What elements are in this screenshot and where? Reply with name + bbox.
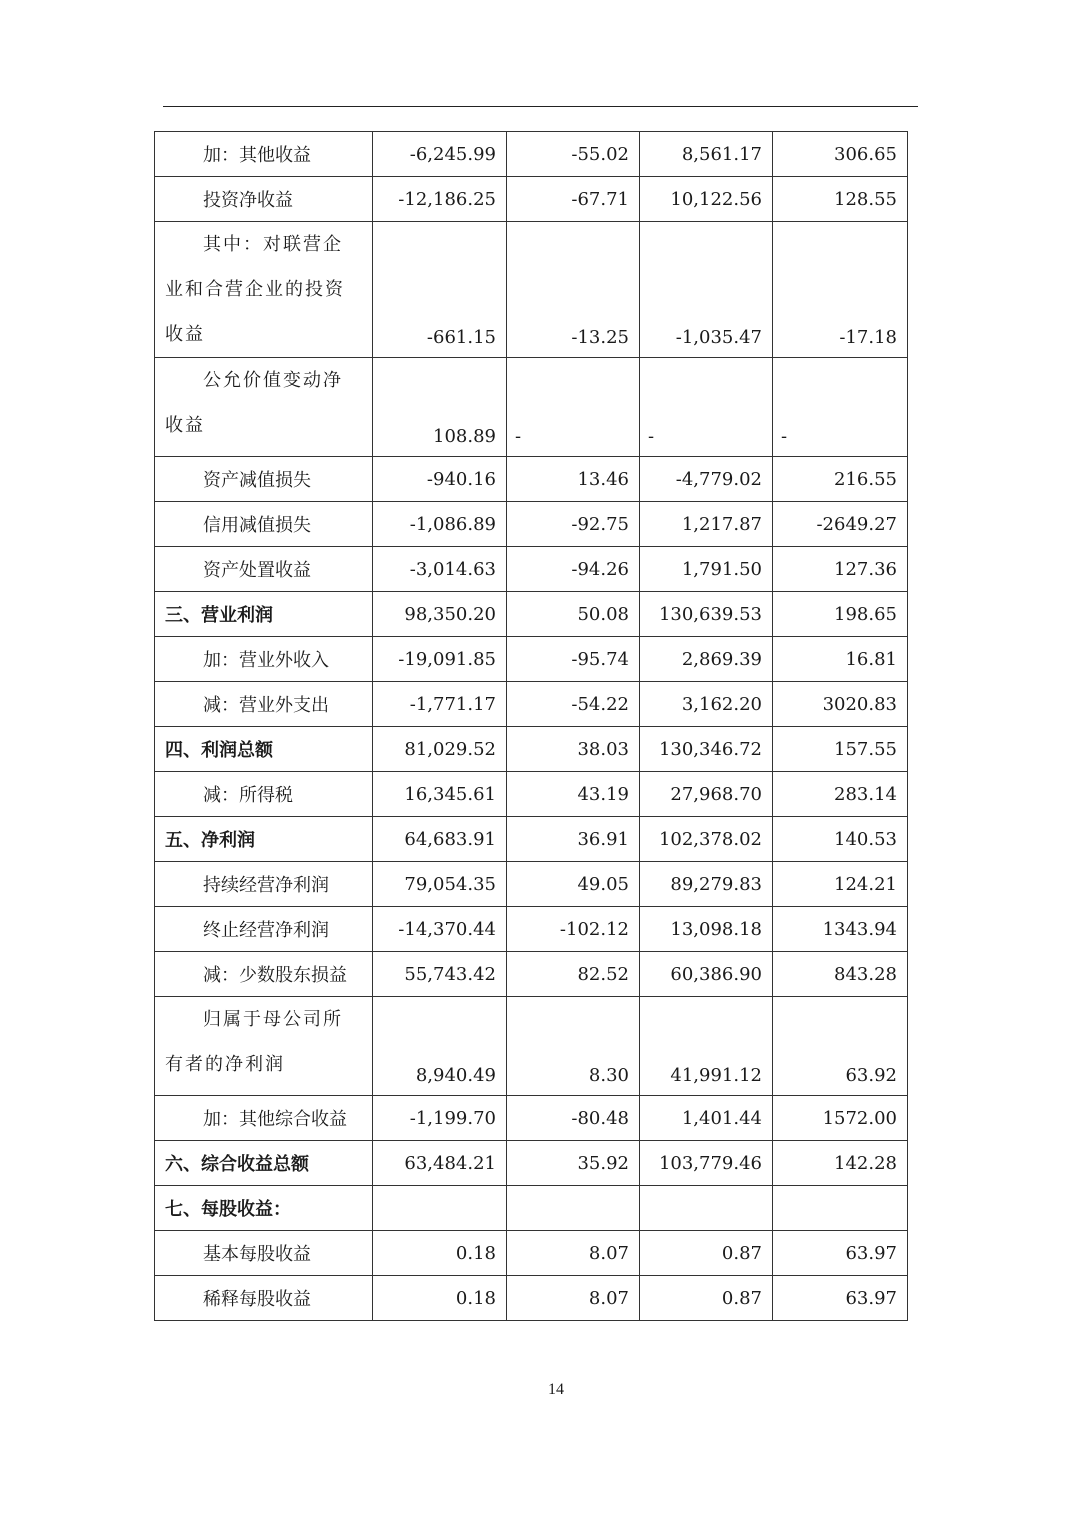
- value-cell-col-5: 127.36: [773, 547, 908, 592]
- value-cell-col-2: -6,245.99: [373, 132, 507, 177]
- value-cell-col-5: 140.53: [773, 817, 908, 862]
- row-label-cell: [155, 177, 373, 222]
- row-label: 终止经营净利润: [203, 920, 329, 941]
- value-cell-col-2: 0.18: [373, 1276, 507, 1321]
- value-cell-col-2: 63,484.21: [373, 1141, 507, 1186]
- value-cell-col-4: 13,098.18: [640, 907, 773, 952]
- table-row: [155, 457, 908, 502]
- value-cell-col-2: -14,370.44: [373, 907, 507, 952]
- value-cell-col-4: 60,386.90: [640, 952, 773, 997]
- table-row: [155, 1186, 908, 1231]
- value-cell-col-5: 124.21: [773, 862, 908, 907]
- value-cell-col-5: 283.14: [773, 772, 908, 817]
- value-cell-col-5: 198.65: [773, 592, 908, 637]
- value-cell-col-4: 89,279.83: [640, 862, 773, 907]
- value-cell-col-5: 142.28: [773, 1141, 908, 1186]
- value-cell-col-4: 0.87: [640, 1231, 773, 1276]
- value-cell-col-3: -13.25: [507, 222, 640, 358]
- value-cell-col-5: 3020.83: [773, 682, 908, 727]
- row-label: 减：少数股东损益: [203, 965, 347, 986]
- value-cell-col-4: 103,779.46: [640, 1141, 773, 1186]
- income-statement-table: [154, 131, 908, 1321]
- table-row: [155, 997, 908, 1096]
- table-body: [155, 132, 908, 1321]
- value-cell-col-4: 1,401.44: [640, 1096, 773, 1141]
- row-label: 三、营业利润: [165, 605, 273, 626]
- row-label-cell: [155, 222, 373, 358]
- table-row: [155, 727, 908, 772]
- value-cell-col-5: 843.28: [773, 952, 908, 997]
- value-cell-col-2: 98,350.20: [373, 592, 507, 637]
- row-label-cell: [155, 1096, 373, 1141]
- header-rule: [163, 106, 918, 107]
- row-label-cell: [155, 727, 373, 772]
- value-cell-col-4: 0.87: [640, 1276, 773, 1321]
- value-cell-col-2: -3,014.63: [373, 547, 507, 592]
- value-cell-col-2: 0.18: [373, 1231, 507, 1276]
- value-cell-col-3: -95.74: [507, 637, 640, 682]
- value-cell-col-4: 8,561.17: [640, 132, 773, 177]
- row-label-cell: [155, 772, 373, 817]
- table-row: [155, 817, 908, 862]
- value-cell-col-3: -80.48: [507, 1096, 640, 1141]
- value-cell-col-4: 2,869.39: [640, 637, 773, 682]
- table-row: [155, 772, 908, 817]
- value-cell-col-2: -19,091.85: [373, 637, 507, 682]
- row-label: 加：营业外收入: [203, 650, 329, 671]
- row-label-cell: [155, 997, 373, 1096]
- table-row: [155, 1231, 908, 1276]
- row-label: 信用减值损失: [203, 515, 311, 536]
- table-row: [155, 502, 908, 547]
- value-cell-col-3: -54.22: [507, 682, 640, 727]
- row-label: 公允价值变动净收益: [165, 370, 343, 436]
- row-label: 减：营业外支出: [203, 695, 329, 716]
- value-cell-col-2: -1,086.89: [373, 502, 507, 547]
- page-number: 14: [548, 1381, 564, 1398]
- value-cell-col-3: 8.07: [507, 1276, 640, 1321]
- table-row: [155, 862, 908, 907]
- value-cell-col-2: 8,940.49: [373, 997, 507, 1096]
- row-label-cell: [155, 862, 373, 907]
- row-label-cell: [155, 592, 373, 637]
- value-cell-col-5: 1572.00: [773, 1096, 908, 1141]
- value-cell-col-5: 63.97: [773, 1276, 908, 1321]
- value-cell-col-2: 79,054.35: [373, 862, 507, 907]
- value-cell-col-3: 13.46: [507, 457, 640, 502]
- row-label-cell: [155, 907, 373, 952]
- value-cell-col-3: 49.05: [507, 862, 640, 907]
- value-cell-col-2: 108.89: [373, 358, 507, 457]
- row-label: 七、每股收益：: [165, 1199, 291, 1220]
- row-label-cell: [155, 952, 373, 997]
- row-label-cell: [155, 358, 373, 457]
- row-label: 加：其他综合收益: [203, 1109, 347, 1130]
- value-cell-col-5: 128.55: [773, 177, 908, 222]
- value-cell-col-5: -2649.27: [773, 502, 908, 547]
- value-cell-col-2: [373, 1186, 507, 1231]
- value-cell-col-5: 216.55: [773, 457, 908, 502]
- table-row: [155, 592, 908, 637]
- row-label: 资产减值损失: [203, 470, 311, 491]
- row-label: 六、综合收益总额: [165, 1154, 309, 1175]
- row-label: 其中：对联营企业和合营企业的投资收益: [165, 234, 345, 345]
- value-cell-col-3: -102.12: [507, 907, 640, 952]
- value-cell-col-2: -661.15: [373, 222, 507, 358]
- value-cell-col-3: -94.26: [507, 547, 640, 592]
- row-label: 资产处置收益: [203, 560, 311, 581]
- value-cell-col-3: 8.30: [507, 997, 640, 1096]
- value-cell-col-5: 1343.94: [773, 907, 908, 952]
- value-cell-col-3: [507, 1186, 640, 1231]
- table-row: [155, 1141, 908, 1186]
- row-label: 基本每股收益: [203, 1244, 311, 1265]
- value-cell-col-2: -1,771.17: [373, 682, 507, 727]
- table-row: [155, 177, 908, 222]
- value-cell-col-4: 1,791.50: [640, 547, 773, 592]
- value-cell-col-3: 36.91: [507, 817, 640, 862]
- row-label-cell: [155, 817, 373, 862]
- table-row: [155, 682, 908, 727]
- value-cell-col-2: 64,683.91: [373, 817, 507, 862]
- row-label-cell: [155, 457, 373, 502]
- row-label: 减：所得税: [203, 785, 293, 806]
- row-label: 投资净收益: [203, 190, 293, 211]
- value-cell-col-5: -17.18: [773, 222, 908, 358]
- row-label-cell: [155, 1186, 373, 1231]
- row-label-cell: [155, 502, 373, 547]
- row-label-cell: [155, 1276, 373, 1321]
- table-row: [155, 1276, 908, 1321]
- row-label: 加：其他收益: [203, 145, 311, 166]
- value-cell-col-2: 16,345.61: [373, 772, 507, 817]
- value-cell-col-4: 130,639.53: [640, 592, 773, 637]
- row-label-cell: [155, 132, 373, 177]
- value-cell-col-4: 27,968.70: [640, 772, 773, 817]
- value-cell-col-3: 50.08: [507, 592, 640, 637]
- value-cell-col-4: -4,779.02: [640, 457, 773, 502]
- table-row: [155, 907, 908, 952]
- table-row: [155, 132, 908, 177]
- value-cell-col-4: 102,378.02: [640, 817, 773, 862]
- row-label: 四、利润总额: [165, 740, 273, 761]
- value-cell-col-2: -1,199.70: [373, 1096, 507, 1141]
- value-cell-col-3: -92.75: [507, 502, 640, 547]
- value-cell-col-3: 8.07: [507, 1231, 640, 1276]
- value-cell-col-4: 3,162.20: [640, 682, 773, 727]
- row-label: 五、净利润: [165, 830, 255, 851]
- value-cell-col-3: 43.19: [507, 772, 640, 817]
- row-label-cell: [155, 1231, 373, 1276]
- value-cell-col-5: 306.65: [773, 132, 908, 177]
- value-cell-col-3: -55.02: [507, 132, 640, 177]
- value-cell-col-3: -: [507, 358, 640, 457]
- value-cell-col-5: 63.97: [773, 1231, 908, 1276]
- value-cell-col-3: 38.03: [507, 727, 640, 772]
- value-cell-col-2: -940.16: [373, 457, 507, 502]
- row-label: 归属于母公司所有者的净利润: [165, 1009, 343, 1075]
- value-cell-col-2: -12,186.25: [373, 177, 507, 222]
- value-cell-col-4: 41,991.12: [640, 997, 773, 1096]
- value-cell-col-5: 16.81: [773, 637, 908, 682]
- table-row: [155, 952, 908, 997]
- value-cell-col-2: 81,029.52: [373, 727, 507, 772]
- table-row: [155, 358, 908, 457]
- value-cell-col-3: 35.92: [507, 1141, 640, 1186]
- value-cell-col-2: 55,743.42: [373, 952, 507, 997]
- row-label-cell: [155, 547, 373, 592]
- value-cell-col-3: 82.52: [507, 952, 640, 997]
- table-row: [155, 222, 908, 358]
- table-row: [155, 547, 908, 592]
- value-cell-col-5: 63.92: [773, 997, 908, 1096]
- value-cell-col-3: -67.71: [507, 177, 640, 222]
- row-label-cell: [155, 1141, 373, 1186]
- value-cell-col-4: 130,346.72: [640, 727, 773, 772]
- value-cell-col-5: 157.55: [773, 727, 908, 772]
- value-cell-col-4: 10,122.56: [640, 177, 773, 222]
- row-label-cell: [155, 682, 373, 727]
- value-cell-col-4: -1,035.47: [640, 222, 773, 358]
- value-cell-col-4: -: [640, 358, 773, 457]
- row-label-cell: [155, 637, 373, 682]
- value-cell-col-4: 1,217.87: [640, 502, 773, 547]
- value-cell-col-4: [640, 1186, 773, 1231]
- row-label: 稀释每股收益: [203, 1289, 311, 1310]
- value-cell-col-5: [773, 1186, 908, 1231]
- table-row: [155, 637, 908, 682]
- table-row: [155, 1096, 908, 1141]
- row-label: 持续经营净利润: [203, 875, 329, 896]
- value-cell-col-5: -: [773, 358, 908, 457]
